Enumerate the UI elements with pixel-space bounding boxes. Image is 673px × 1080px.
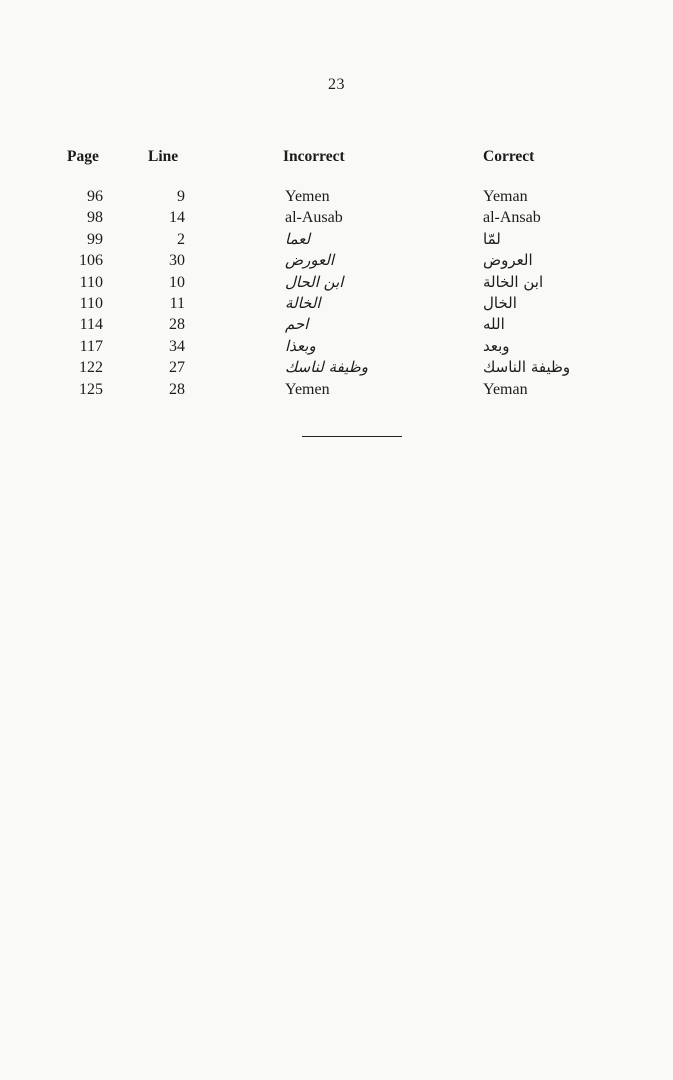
correct-arabic-text: الخال xyxy=(483,293,517,312)
correct-arabic-text: وظيفة الناسك xyxy=(483,358,571,377)
table-row xyxy=(0,186,673,207)
correct-arabic-text: العروض xyxy=(483,251,533,270)
correct-cell xyxy=(483,229,501,250)
page-cell: 125 xyxy=(79,380,103,398)
correct-arabic-text: الله xyxy=(483,315,505,334)
page-cell: 117 xyxy=(79,337,103,355)
incorrect-arabic-text: احم xyxy=(285,315,309,334)
column-header-page: Page xyxy=(67,148,99,165)
errata-table xyxy=(0,146,673,400)
correct-cell xyxy=(483,314,505,335)
incorrect-arabic-text: العورض xyxy=(285,251,335,270)
line-cell: 2 xyxy=(177,230,185,248)
line-cell: 28 xyxy=(169,316,185,334)
table-row xyxy=(0,229,673,250)
correct-cell xyxy=(483,272,543,293)
correct-cell xyxy=(483,250,533,271)
page-cell: 98 xyxy=(87,209,103,227)
correct-cell: al-Ansab xyxy=(483,209,541,227)
page-cell: 110 xyxy=(79,294,103,312)
line-cell: 10 xyxy=(169,273,185,291)
page-cell: 96 xyxy=(87,188,103,205)
table-row xyxy=(0,379,673,400)
line-cell: 9 xyxy=(177,188,185,205)
page-cell: 122 xyxy=(79,359,103,377)
incorrect-arabic-text: وظيفة لناسك xyxy=(285,358,368,377)
line-cell: 30 xyxy=(169,252,185,270)
table-header-row xyxy=(0,146,673,186)
line-cell: 28 xyxy=(169,380,185,398)
column-header-incorrect: Incorrect xyxy=(283,148,345,165)
line-cell: 27 xyxy=(169,359,185,377)
line-cell: 14 xyxy=(169,209,185,227)
incorrect-cell xyxy=(285,272,343,293)
table-row xyxy=(0,250,673,271)
table-row xyxy=(0,293,673,314)
table-row xyxy=(0,357,673,378)
column-header-correct: Correct xyxy=(483,148,535,165)
page-number: 23 xyxy=(328,76,345,93)
correct-cell: Yeman xyxy=(483,188,528,205)
incorrect-arabic-text: الخالة xyxy=(285,293,321,312)
page-cell: 114 xyxy=(79,316,103,334)
incorrect-cell: Yemen xyxy=(285,380,330,398)
incorrect-cell: al-Ausab xyxy=(285,209,343,227)
table-row xyxy=(0,272,673,293)
correct-cell xyxy=(483,293,517,314)
correct-arabic-text: وبعد xyxy=(483,336,510,355)
closing-divider xyxy=(302,436,402,437)
table-row xyxy=(0,207,673,228)
correct-cell: Yeman xyxy=(483,380,528,398)
incorrect-cell xyxy=(285,336,316,357)
incorrect-cell xyxy=(285,293,321,314)
page-cell: 99 xyxy=(87,230,103,248)
correct-arabic-text: ابن الخالة xyxy=(483,272,544,291)
correct-cell xyxy=(483,357,570,378)
correct-arabic-text: لمّا xyxy=(483,229,501,248)
line-cell: 11 xyxy=(169,294,185,312)
page-cell: 110 xyxy=(79,273,103,291)
incorrect-cell: Yemen xyxy=(285,188,330,205)
incorrect-arabic-text: ابن الحال xyxy=(285,272,344,291)
incorrect-arabic-text: وبعذا xyxy=(285,336,316,355)
correct-cell xyxy=(483,336,510,357)
incorrect-cell xyxy=(285,357,368,378)
page-cell: 106 xyxy=(79,252,103,270)
incorrect-cell xyxy=(285,229,310,250)
incorrect-cell xyxy=(285,250,334,271)
table-row xyxy=(0,314,673,335)
incorrect-cell xyxy=(285,314,308,335)
incorrect-arabic-text: لعما xyxy=(285,229,311,248)
line-cell: 34 xyxy=(169,337,185,355)
column-header-line: Line xyxy=(148,148,179,165)
table-row xyxy=(0,336,673,357)
